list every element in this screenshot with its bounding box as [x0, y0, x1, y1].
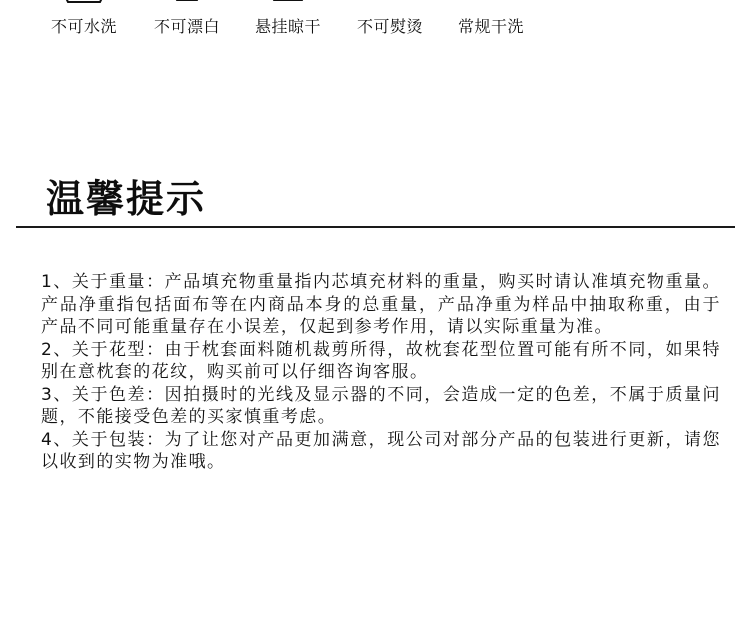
care-item-no-wash — [34, 0, 134, 42]
note-color-difference: 3、关于色差：因拍摄时的光线及显示器的不同，会造成一定的色差，不属于质量问题，不能接受色差的买家慎重考虑。 — [41, 384, 721, 427]
no-bleach-icon — [157, 0, 217, 8]
care-label: 悬挂晾干 — [254, 17, 321, 36]
note-weight: 1、关于重量：产品填充物重量指内芯填充材料的重量，购买时请认准填充物重量。产品净重指包括面布等在内商品本身的总重量，产品净重为样品中抽取称重，由于产品不同可能重量存在小误差，仅起到参考作用，请以实际重量为准。 — [41, 272, 721, 337]
care-label: 不可熨烫 — [356, 17, 423, 36]
care-item-no-iron — [340, 0, 440, 42]
care-instructions — [0, 0, 750, 42]
no-iron-icon — [360, 0, 420, 8]
care-item-dry-clean — [441, 0, 541, 42]
note-packaging: 4、关于包装：为了让您对产品更加满意，现公司对部分产品的包装进行更新，请您以收到的实物为准哦。 — [41, 429, 721, 472]
care-item-hang-dry — [238, 0, 338, 42]
section-title: 温馨提示 — [46, 177, 207, 221]
no-wash-icon — [54, 0, 114, 8]
note-pattern: 2、关于花型：由于枕套面料随机裁剪所得，故枕套花型位置可能有所不同，如果特别在意枕套的花纹，购买前可以仔细咨询客服。 — [41, 339, 721, 382]
care-label: 不可漂白 — [153, 17, 220, 36]
care-item-no-bleach — [137, 0, 237, 42]
title-divider — [16, 226, 735, 228]
notes-list — [41, 271, 721, 474]
care-label: 不可水洗 — [50, 17, 117, 36]
care-label: 常规干洗 — [457, 17, 524, 36]
hang-dry-icon — [258, 0, 318, 8]
dry-clean-icon — [461, 0, 521, 8]
